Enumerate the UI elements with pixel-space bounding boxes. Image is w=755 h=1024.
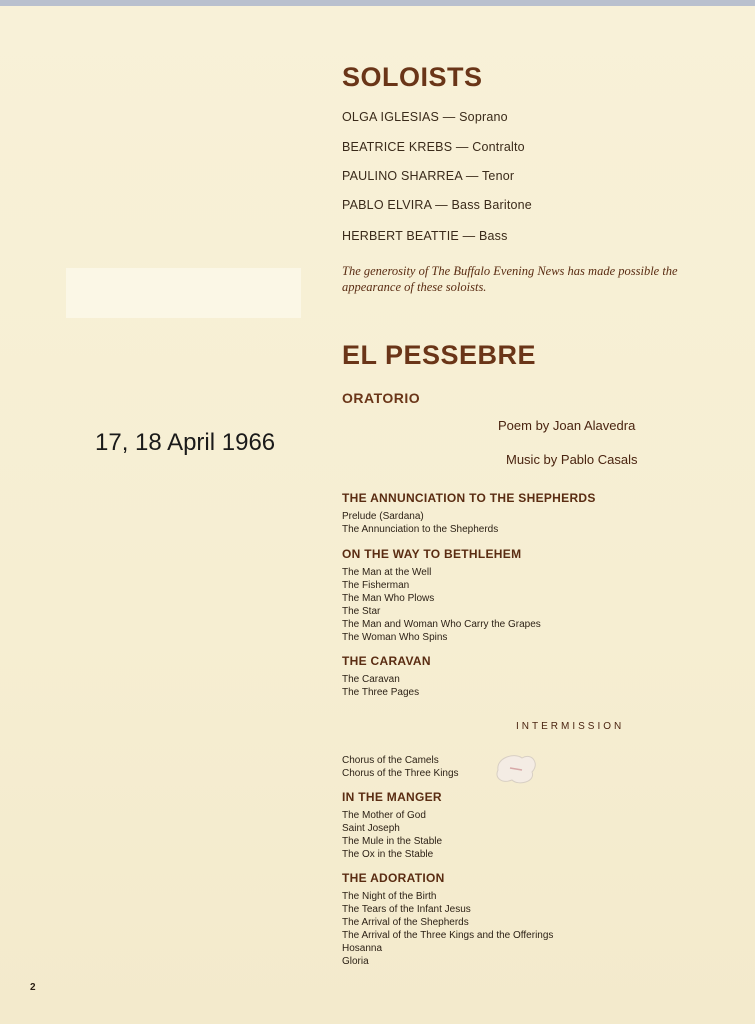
section-items: [342, 890, 553, 968]
list-item: The Mother of God: [342, 810, 426, 821]
list-item: The Man and Woman Who Carry the Grapes: [342, 619, 541, 630]
music-credit: Music by Pablo Casals: [506, 452, 638, 467]
list-item: Saint Joseph: [342, 823, 400, 834]
soloist-3: PAULINO SHARREA — Tenor: [342, 169, 515, 183]
section-heading: THE ANNUNCIATION TO THE SHEPHERDS: [342, 491, 596, 505]
list-item: Chorus of the Camels: [342, 755, 439, 766]
section-items: [342, 809, 442, 861]
list-item: Prelude (Sardana): [342, 511, 424, 522]
list-item: Gloria: [342, 956, 369, 967]
section-items: [342, 566, 541, 644]
intermission-label: INTERMISSION: [516, 721, 625, 732]
list-item: The Man at the Well: [342, 567, 432, 578]
section-items: [342, 673, 419, 699]
soloists-note: The generosity of The Buffalo Evening News has made possible the appearance of these soloists.: [342, 264, 678, 294]
list-item: The Arrival of the Shepherds: [342, 917, 469, 928]
work-title: EL PESSEBRE: [342, 340, 537, 370]
list-item: The Tears of the Infant Jesus: [342, 904, 471, 915]
list-item: Chorus of the Three Kings: [342, 768, 459, 779]
list-item: Hosanna: [342, 943, 383, 954]
page-number: 2: [30, 982, 36, 993]
flower-sticker-icon: [492, 748, 540, 788]
section-items: [342, 510, 498, 536]
list-item: The Woman Who Spins: [342, 632, 448, 643]
soloist-2: BEATRICE KREBS — Contralto: [342, 140, 525, 154]
covered-label-area: [66, 268, 301, 318]
list-item: The Fisherman: [342, 580, 410, 591]
scan-top-edge: [0, 0, 755, 6]
section-heading: THE CARAVAN: [342, 654, 431, 668]
list-item: The Annunciation to the Shepherds: [342, 524, 499, 535]
work-subtitle: ORATORIO: [342, 390, 421, 406]
soloists-heading: SOLOISTS: [342, 62, 483, 92]
list-item: The Caravan: [342, 674, 400, 685]
soloist-5: HERBERT BEATTIE — Bass: [342, 229, 508, 243]
section-heading: IN THE MANGER: [342, 790, 442, 804]
section-heading: ON THE WAY TO BETHLEHEM: [342, 547, 522, 561]
soloist-1: OLGA IGLESIAS — Soprano: [342, 110, 508, 124]
soloist-4: PABLO ELVIRA — Bass Baritone: [342, 198, 532, 212]
poem-credit: Poem by Joan Alavedra: [498, 418, 636, 433]
date-annotation: 17, 18 April 1966: [95, 429, 276, 456]
section-heading: THE ADORATION: [342, 871, 445, 885]
list-item: The Star: [342, 606, 381, 617]
list-item: The Ox in the Stable: [342, 849, 434, 860]
list-item: The Mule in the Stable: [342, 836, 443, 847]
list-item: The Arrival of the Three Kings and the Offerings: [342, 930, 554, 941]
list-item: The Man Who Plows: [342, 593, 435, 604]
section-items: [342, 754, 459, 780]
list-item: The Night of the Birth: [342, 891, 437, 902]
list-item: The Three Pages: [342, 687, 420, 698]
